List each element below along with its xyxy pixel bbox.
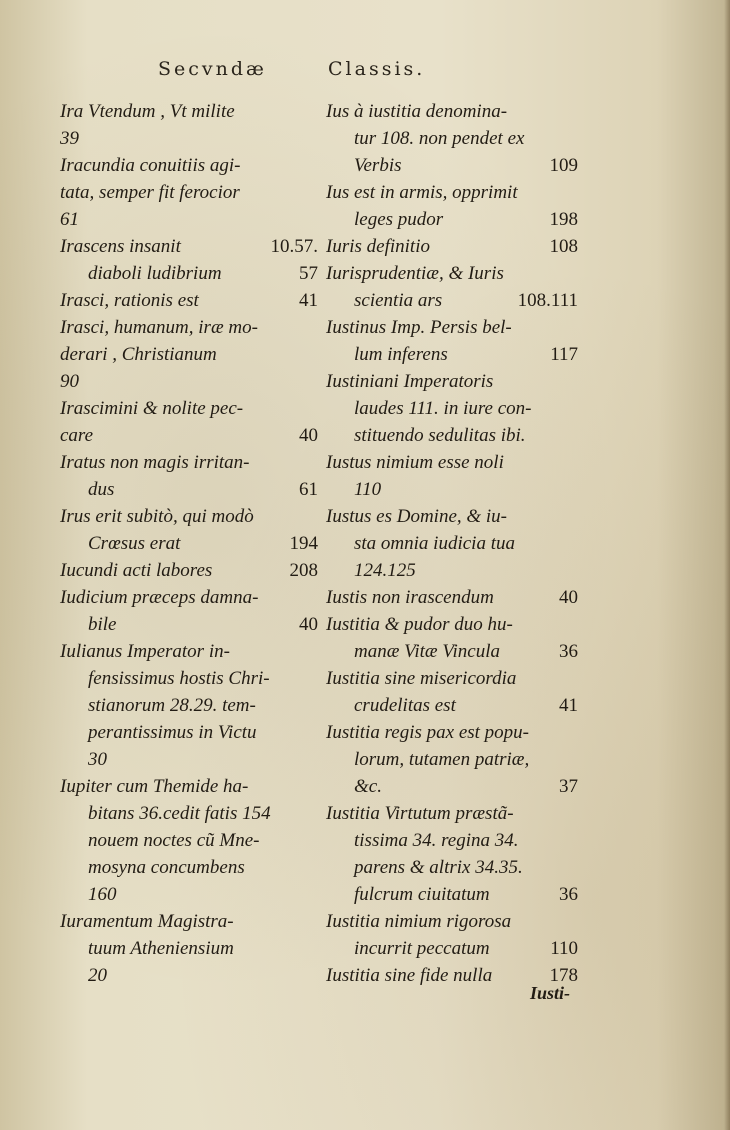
header-left-word: Secvndæ [158,58,267,80]
entry-text: crudelitas est [354,695,456,716]
entry-text: Iustitia nimium rigorosa [326,911,512,932]
entry-page-number: 40 [559,587,578,608]
entry-text: 110 [354,479,382,500]
entry-page-number: 110 [550,938,578,959]
index-entry [326,665,578,692]
index-entry [326,746,578,773]
entry-text: tur 108. non pendet ex [354,128,525,149]
entry-text: diaboli ludibrium [88,263,222,284]
entry-text: 39 [60,128,79,149]
index-entry [326,341,578,368]
page-edge-shadow [724,0,730,1130]
entry-text: Irascimini & nolite pec- [60,398,244,419]
entry-text: Iracundia conuitiis agi- [60,155,241,176]
index-entry [326,719,578,746]
index-entry [60,449,318,476]
index-entry [60,206,318,233]
index-entry [326,503,578,530]
entry-text: Iustitia sine misericordia [326,668,517,689]
index-entry [326,449,578,476]
index-entry [326,476,578,503]
entry-text: Ira Vtendum , Vt milite [60,101,235,122]
index-entry [60,530,318,557]
index-column-right [326,98,578,989]
entry-text: 61 [60,209,79,230]
entry-text: scientia ars [354,290,443,311]
index-entry [326,908,578,935]
entry-text: Iuris definitio [326,236,430,257]
entry-page-number: 117 [550,344,578,365]
index-entry [326,152,578,179]
entry-text: fensissimus hostis Chri- [88,668,270,689]
index-entry [60,692,318,719]
entry-text: lum inferens [354,344,448,365]
entry-page-number: 108.111 [517,290,578,311]
entry-text: Iratus non magis irritan- [60,452,250,473]
index-entry [60,287,318,314]
entry-text: 124.125 [354,560,416,581]
index-entry [326,611,578,638]
entry-text: 30 [88,749,107,770]
index-entry [60,125,318,152]
index-entry [60,638,318,665]
entry-text: nouem noctes cũ Mne- [88,830,260,851]
entry-text: stianorum 28.29. tem- [88,695,256,716]
entry-text: fulcrum ciuitatum [354,884,490,905]
index-entry [326,287,578,314]
index-entry [60,557,318,584]
entry-text: tuum Atheniensium [88,938,234,959]
entry-page-number: 41 [299,290,318,311]
entry-text: Crœsus erat [88,533,181,554]
index-entry [60,800,318,827]
entry-text: Iustitia & pudor duo hu- [326,614,513,635]
entry-text: tissima 34. regina 34. [354,830,519,851]
entry-text: Iustus es Domine, & iu- [326,506,508,527]
entry-text: Ius à iustitia denomina- [326,101,508,122]
entry-text: Iustus nimium esse noli [326,452,504,473]
header-right-word: Classis. [328,58,426,80]
entry-page-number: 36 [559,641,578,662]
entry-page-number: 108 [549,236,578,257]
entry-text: Iucundi acti labores [60,560,213,581]
entry-text: Irus erit subitò, qui modò [60,506,254,527]
entry-text: bitans 36.cedit fatis 154 [88,803,271,824]
entry-text: Irasci, humanum, iræ mo- [60,317,258,338]
entry-page-number: 41 [559,695,578,716]
index-entry [326,206,578,233]
index-entry [60,584,318,611]
index-entry [60,719,318,746]
index-entry [326,773,578,800]
index-entry [326,179,578,206]
index-entry [326,422,578,449]
entry-text: Iurisprudentiæ, & Iuris [326,263,504,284]
entry-text: Iulianus Imperator in- [60,641,230,662]
entry-text: Iustitia regis pax est popu- [326,722,529,743]
entry-text: Iustitia sine fide nulla [326,965,493,986]
entry-text: parens & altrix 34.35. [354,857,523,878]
index-entry [60,422,318,449]
entry-text: mosyna concumbens [88,857,245,878]
entry-text: Iuramentum Magistra- [60,911,234,932]
entry-page-number: 61 [299,479,318,500]
entry-text: Ius est in armis, opprimit [326,182,518,203]
entry-text: Verbis [354,155,402,176]
entry-text: Iustis non irascendum [326,587,494,608]
index-entry [60,935,318,962]
index-entry [60,881,318,908]
index-entry [60,773,318,800]
index-entry [60,233,318,260]
index-entry [326,584,578,611]
index-entry [60,665,318,692]
index-entry [60,314,318,341]
entry-page-number: 57 [299,263,318,284]
index-entry [60,854,318,881]
entry-text: Iustinus Imp. Persis bel- [326,317,512,338]
running-header [0,58,730,86]
index-entry [60,341,318,368]
entry-text: tata, semper fit ferocior [60,182,240,203]
entry-text: Iustitia Virtutum præstã- [326,803,514,824]
index-entry [326,395,578,422]
index-entry [60,962,318,989]
index-entry [326,692,578,719]
entry-page-number: 36 [559,884,578,905]
index-entry [60,152,318,179]
entry-text: Iupiter cum Themide ha- [60,776,249,797]
index-entry [326,854,578,881]
index-entry [326,638,578,665]
entry-text: care [60,425,94,446]
index-entry [60,98,318,125]
index-column-left [60,98,318,989]
index-entry [326,557,578,584]
catchword: Iusti- [530,983,571,1003]
index-entry [326,800,578,827]
entry-text: perantissimus in Victu [88,722,257,743]
entry-text: 90 [60,371,79,392]
entry-text: manæ Vitæ Vincula [354,641,501,662]
index-entry [326,881,578,908]
index-entry [326,368,578,395]
index-entry [60,260,318,287]
entry-text: &c. [354,776,382,797]
entry-text: derari , Christianum [60,344,217,365]
entry-page-number: 37 [559,776,578,797]
entry-page-number: 10.57. [270,236,318,257]
entry-text: incurrit peccatum [354,938,490,959]
index-entry [60,368,318,395]
entry-page-number: 178 [549,965,578,986]
index-entry [60,476,318,503]
entry-text: sta omnia iudicia tua [354,533,515,554]
index-entry [326,827,578,854]
index-entry [60,746,318,773]
entry-text: leges pudor [354,209,444,230]
entry-page-number: 40 [299,425,318,446]
entry-text: bile [88,614,117,635]
entry-page-number: 198 [549,209,578,230]
entry-text: stituendo sedulitas ibi. [354,425,526,446]
index-entry [326,935,578,962]
entry-text: lorum, tutamen patriæ, [354,749,530,770]
index-entry [60,179,318,206]
entry-text: 160 [88,884,117,905]
entry-text: Irasci, rationis est [60,290,199,311]
index-entry [326,530,578,557]
entry-page-number: 109 [549,155,578,176]
entry-text: Irascens insanit [60,236,181,257]
entry-page-number: 208 [289,560,318,581]
entry-text: 20 [88,965,107,986]
index-entry [60,908,318,935]
index-entry [326,233,578,260]
entry-text: laudes 111. in iure con- [354,398,532,419]
index-entry [326,260,578,287]
entry-text: Iudicium præceps damna- [60,587,259,608]
index-entry [60,395,318,422]
index-entry [60,611,318,638]
entry-text: Iustiniani Imperatoris [326,371,494,392]
entry-page-number: 40 [299,614,318,635]
index-entry [60,503,318,530]
entry-text: dus [88,479,115,500]
index-entry [326,98,578,125]
index-entry [326,125,578,152]
index-entry [326,314,578,341]
entry-page-number: 194 [289,533,318,554]
index-entry [60,827,318,854]
